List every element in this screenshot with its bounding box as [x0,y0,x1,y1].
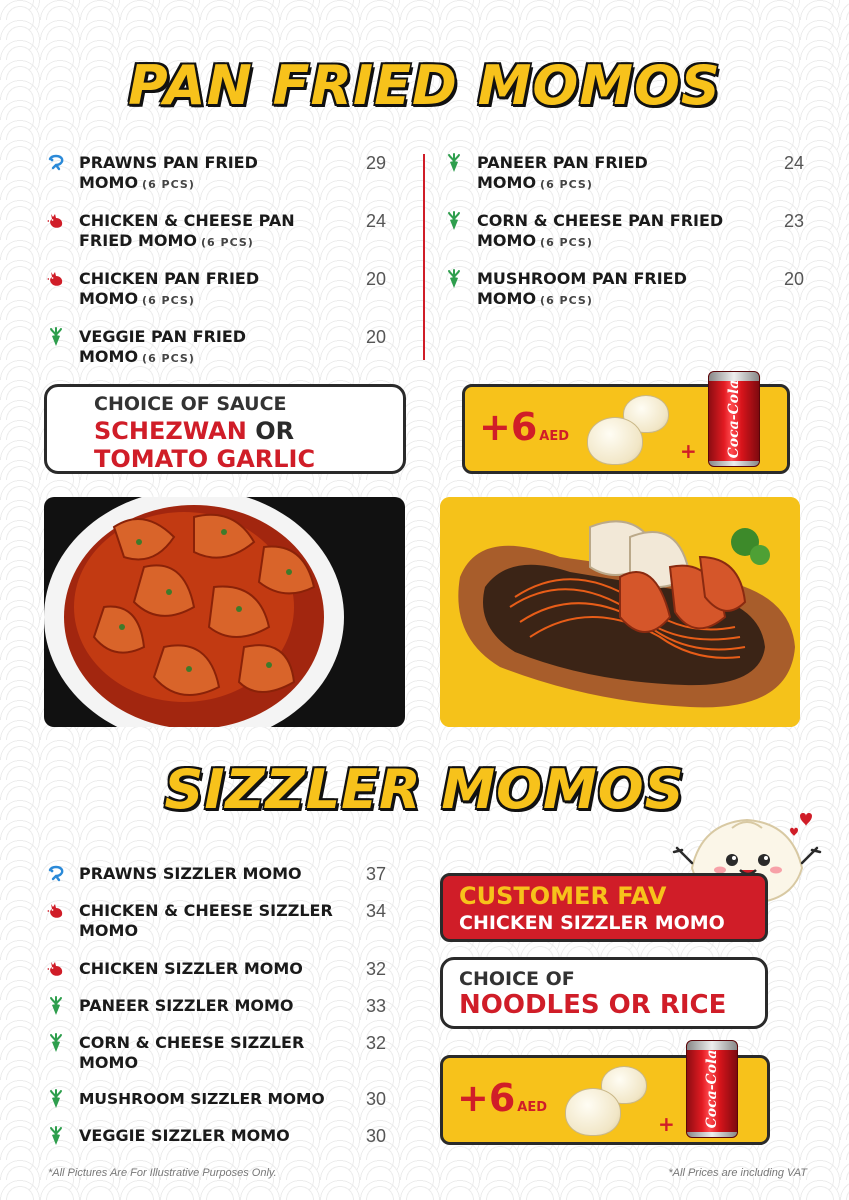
shrimp-icon [46,153,66,173]
item-pcs: (6 PCS) [201,236,254,249]
section-title-pan-fried: PAN FRIED MOMOS [128,54,721,117]
chicken-icon [46,269,66,289]
customer-fav-banner[interactable] [440,873,768,942]
menu-item[interactable] [444,269,804,313]
sauce-heading: CHOICE OF SAUCE [94,393,287,415]
veg-icon [444,153,464,173]
veg-icon [46,1089,66,1109]
sauce-or: OR [255,417,295,445]
menu-item[interactable] [444,211,804,255]
item-name: PRAWNS SIZZLER MOMO [79,864,302,883]
item-pcs: (6 PCS) [540,178,593,191]
fav-item: CHICKEN SIZZLER MOMO [459,912,725,934]
sauce-choice-box [44,384,406,474]
veg-icon [46,996,66,1016]
item-name: CHICKEN PAN FRIED MOMO (6 PCS) [79,269,260,308]
item-price: 23 [783,211,804,231]
menu-item[interactable] [46,901,386,945]
item-price: 33 [365,996,386,1016]
addon-price: +6 AED [457,1076,548,1120]
momo-icon [565,1088,621,1136]
choice-heading: CHOICE OF [459,968,575,990]
veg-icon [444,211,464,231]
drink-addon-banner[interactable] [462,379,790,474]
chicken-icon [46,959,66,979]
item-name: CORN & CHEESE SIZZLER MOMO [79,1033,305,1072]
veg-icon [46,1033,66,1053]
item-price: 24 [365,211,386,231]
soda-can-icon [686,1040,738,1138]
item-name: CORN & CHEESE PAN FRIED MOMO (6 PCS) [477,211,724,250]
soda-can-icon [708,371,760,467]
addon-price: +6 AED [479,405,570,449]
pan-fried-momo-photo [44,497,405,727]
footer-disclaimer-vat: *All Prices are including VAT [668,1167,807,1179]
menu-item[interactable] [46,327,386,371]
addon-plus: + [658,1112,675,1136]
item-pcs: (6 PCS) [540,236,593,249]
item-price: 20 [365,327,386,347]
item-price: 29 [365,153,386,173]
menu-item[interactable] [46,1033,386,1077]
item-price: 30 [365,1126,386,1146]
item-price: 24 [783,153,804,173]
item-price: 37 [365,864,386,884]
item-price: 30 [365,1089,386,1109]
item-pcs: (6 PCS) [142,294,195,307]
item-name: PANEER PAN FRIED MOMO (6 PCS) [477,153,648,192]
veg-icon [46,327,66,347]
menu-item[interactable] [46,1126,386,1170]
item-price: 20 [783,269,804,289]
noodles-rice-choice-box [440,957,768,1029]
chicken-icon [46,901,66,921]
item-name: VEGGIE SIZZLER MOMO [79,1126,290,1145]
sauce-option-1: SCHEZWAN OR [94,417,295,445]
sizzler-momo-photo [440,497,800,727]
veg-icon [46,1126,66,1146]
addon-currency: AED [539,429,570,444]
menu-item[interactable] [46,153,386,197]
item-name: PANEER SIZZLER MOMO [79,996,294,1015]
choice-options: NOODLES OR RICE [459,990,727,1020]
chicken-icon [46,211,66,231]
section-title-sizzler: SIZZLER MOMOS [164,758,685,821]
footer-disclaimer-pictures: *All Pictures Are For Illustrative Purposes Only. [48,1167,277,1179]
item-pcs: (6 PCS) [142,352,195,365]
item-price: 20 [365,269,386,289]
item-price: 34 [365,901,386,921]
item-name: CHICKEN & CHEESE PAN FRIED MOMO (6 PCS) [79,211,295,250]
fav-heading: CUSTOMER FAV [459,882,667,910]
drink-label: Coca-Cola [726,379,742,459]
item-price: 32 [365,959,386,979]
item-name: MUSHROOM PAN FRIED MOMO (6 PCS) [477,269,687,308]
addon-plus: + [680,439,697,463]
veg-icon [444,269,464,289]
menu-item[interactable] [46,269,386,313]
item-name: CHICKEN SIZZLER MOMO [79,959,303,978]
item-name: PRAWNS PAN FRIED MOMO (6 PCS) [79,153,258,192]
item-price: 32 [365,1033,386,1053]
momo-icon [587,417,643,465]
menu-item[interactable] [444,153,804,197]
menu-item[interactable] [46,211,386,255]
item-name: VEGGIE PAN FRIED MOMO (6 PCS) [79,327,247,366]
drink-label: Coca-Cola [704,1049,720,1129]
sauce-option-2: TOMATO GARLIC [94,445,316,473]
item-pcs: (6 PCS) [540,294,593,307]
column-divider [423,154,425,360]
addon-currency: AED [517,1100,548,1115]
drink-addon-banner[interactable] [440,1049,770,1145]
item-name: MUSHROOM SIZZLER MOMO [79,1090,325,1108]
shrimp-icon [46,864,66,884]
item-name: CHICKEN & CHEESE SIZZLER MOMO [79,901,333,940]
item-pcs: (6 PCS) [142,178,195,191]
